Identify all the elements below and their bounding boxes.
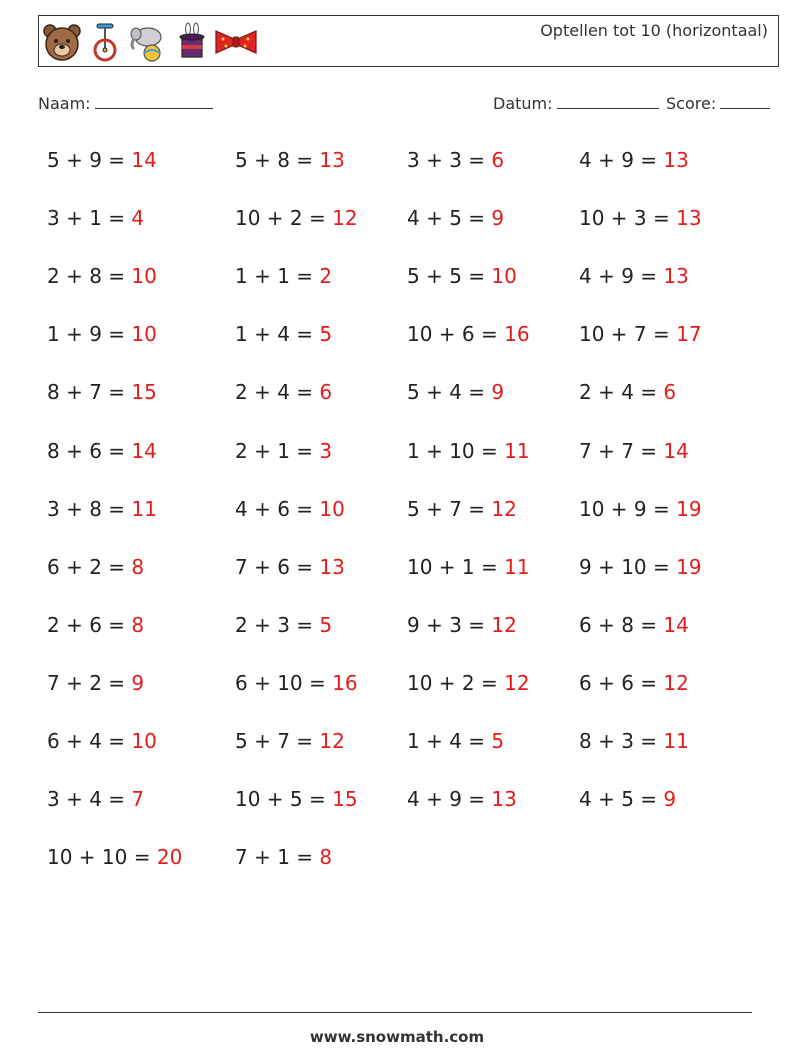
problem-question: 10 + 1 = (407, 554, 505, 579)
problem-answer: 11 (663, 729, 689, 753)
problem-answer: 5 (319, 612, 333, 637)
problem-answer: 20 (156, 845, 183, 870)
problem-answer: 10 (131, 322, 157, 347)
problem-item (579, 613, 689, 637)
problem-item (407, 555, 530, 579)
problem-answer: 8 (131, 554, 145, 579)
problem-item (235, 555, 345, 579)
problem-item (407, 497, 517, 521)
problem-answer: 12 (332, 206, 358, 231)
problem-question: 10 + 10 = (47, 845, 157, 870)
problem-item (579, 497, 702, 521)
problem-item (579, 671, 689, 695)
worksheet-title: Optellen tot 10 (horizontaal) (540, 21, 768, 40)
name-field (38, 92, 213, 113)
problem-item (579, 555, 702, 579)
problem-answer: 13 (319, 148, 345, 172)
problem-question: 2 + 4 = (579, 380, 664, 405)
problem-item (579, 322, 702, 346)
problem-question: 5 + 5 = (407, 264, 492, 289)
problem-question: 3 + 1 = (47, 206, 132, 231)
problem-question: 2 + 6 = (47, 612, 132, 637)
problem-question: 1 + 4 = (407, 729, 492, 753)
problem-item (235, 497, 345, 521)
problem-answer: 13 (676, 206, 702, 231)
problem-question: 4 + 9 = (579, 264, 664, 289)
problem-item (47, 380, 157, 404)
problem-question: 9 + 10 = (579, 554, 677, 579)
problem-question: 5 + 8 = (235, 148, 320, 172)
problem-answer: 11 (504, 554, 530, 579)
problem-item (407, 729, 504, 753)
problem-question: 6 + 8 = (579, 612, 664, 637)
problem-answer: 12 (319, 729, 345, 753)
score-label: Score: (666, 94, 717, 113)
date-field (493, 92, 659, 113)
problem-item (47, 497, 157, 521)
problem-answer: 19 (676, 554, 702, 579)
name-label: Naam: (38, 94, 91, 113)
problem-answer: 9 (491, 380, 505, 405)
problem-question: 4 + 9 = (407, 787, 492, 812)
problem-answer: 13 (663, 264, 689, 289)
problem-answer: 2 (319, 264, 333, 289)
problem-question: 4 + 6 = (235, 496, 320, 521)
problem-item (407, 439, 530, 463)
problem-item (47, 729, 157, 753)
score-blank[interactable] (720, 92, 770, 109)
problem-item (47, 845, 182, 869)
problem-item (579, 729, 689, 753)
problem-question: 5 + 7 = (407, 496, 492, 521)
problem-answer: 5 (491, 729, 505, 753)
problem-question: 10 + 3 = (579, 206, 677, 231)
problem-item (407, 322, 530, 346)
problem-answer: 11 (504, 438, 530, 463)
problem-item (235, 671, 358, 695)
problem-item (579, 264, 689, 288)
problem-answer: 14 (663, 438, 689, 463)
problem-answer: 14 (131, 148, 157, 172)
problem-question: 2 + 8 = (47, 264, 132, 289)
problem-answer: 10 (131, 264, 157, 289)
problem-question: 9 + 3 = (407, 612, 492, 637)
problem-answer: 17 (676, 322, 702, 347)
problem-question: 5 + 7 = (235, 729, 320, 753)
problem-question: 6 + 6 = (579, 670, 664, 695)
problem-question: 5 + 4 = (407, 380, 492, 405)
problem-question: 7 + 6 = (235, 554, 320, 579)
problem-question: 8 + 7 = (47, 380, 132, 405)
problem-answer: 9 (491, 206, 505, 231)
problem-answer: 7 (131, 787, 145, 812)
problem-item (47, 322, 157, 346)
problem-question: 2 + 4 = (235, 380, 320, 405)
problem-answer: 10 (491, 264, 517, 289)
problem-item (235, 380, 332, 404)
problem-question: 8 + 3 = (579, 729, 664, 753)
problem-question: 8 + 6 = (47, 438, 132, 463)
problem-question: 1 + 10 = (407, 438, 505, 463)
problem-item (407, 264, 517, 288)
problem-answer: 4 (131, 206, 145, 231)
problem-item (235, 845, 332, 869)
problem-item (47, 555, 144, 579)
problem-answer: 9 (663, 787, 677, 812)
problem-question: 6 + 4 = (47, 729, 132, 753)
problem-answer: 14 (663, 612, 689, 637)
problem-question: 1 + 4 = (235, 322, 320, 347)
problem-item (47, 148, 157, 172)
problem-answer: 13 (663, 148, 689, 172)
problem-item (235, 787, 358, 811)
problem-answer: 11 (131, 496, 157, 521)
problem-question: 10 + 7 = (579, 322, 677, 347)
problem-item (235, 206, 358, 230)
problem-question: 3 + 8 = (47, 496, 132, 521)
problem-answer: 16 (332, 670, 358, 695)
problem-answer: 12 (491, 612, 517, 637)
problem-question: 6 + 10 = (235, 670, 333, 695)
magic-hat-icon (176, 21, 208, 63)
bear-icon (42, 22, 82, 62)
problem-item (407, 613, 517, 637)
problem-item (47, 439, 157, 463)
problem-question: 1 + 1 = (235, 264, 320, 289)
problem-answer: 16 (504, 322, 530, 347)
problem-answer: 9 (131, 670, 145, 695)
problem-item (579, 380, 676, 404)
problem-item (235, 729, 345, 753)
bow-tie-icon (214, 27, 258, 57)
problem-question: 10 + 9 = (579, 496, 677, 521)
problem-question: 7 + 7 = (579, 438, 664, 463)
problem-item (407, 787, 517, 811)
problem-item (47, 264, 157, 288)
date-label: Datum: (493, 94, 553, 113)
problem-answer: 15 (332, 787, 358, 812)
problem-question: 7 + 1 = (235, 845, 320, 870)
header-icons (42, 20, 258, 64)
problem-question: 3 + 3 = (407, 148, 492, 172)
problem-item (579, 787, 676, 811)
problem-item (235, 322, 332, 346)
date-blank[interactable] (557, 92, 659, 109)
problem-item (407, 671, 530, 695)
problem-answer: 15 (131, 380, 157, 405)
problem-question: 4 + 5 = (579, 787, 664, 812)
problem-item (235, 439, 332, 463)
problem-answer: 5 (319, 322, 333, 347)
problem-item (47, 613, 144, 637)
worksheet-header (38, 15, 779, 67)
name-blank[interactable] (95, 92, 213, 109)
problem-answer: 8 (131, 612, 145, 637)
problem-question: 4 + 5 = (407, 206, 492, 231)
problem-question: 4 + 9 = (579, 148, 664, 172)
problem-question: 2 + 3 = (235, 612, 320, 637)
problem-question: 10 + 5 = (235, 787, 333, 812)
score-field (666, 92, 770, 113)
problem-answer: 10 (131, 729, 157, 753)
problem-answer: 6 (663, 380, 677, 405)
problem-item (579, 206, 702, 230)
problem-question: 10 + 6 = (407, 322, 505, 347)
problem-answer: 13 (319, 554, 345, 579)
problem-question: 5 + 9 = (47, 148, 132, 172)
problem-question: 3 + 4 = (47, 787, 132, 812)
problem-answer: 14 (131, 438, 157, 463)
unicycle-icon (88, 22, 122, 62)
elephant-on-ball-icon (128, 21, 170, 63)
footer-url: www.snowmath.com (309, 1028, 485, 1046)
problem-question: 10 + 2 = (407, 670, 505, 695)
problem-item (235, 264, 332, 288)
problem-answer: 13 (491, 787, 517, 812)
problem-answer: 19 (676, 496, 702, 521)
problem-question: 1 + 9 = (47, 322, 132, 347)
problem-question: 7 + 2 = (47, 670, 132, 695)
problem-item (235, 613, 332, 637)
problem-item (407, 206, 504, 230)
problem-answer: 12 (504, 670, 530, 695)
problem-answer: 8 (319, 845, 333, 870)
problem-question: 6 + 2 = (47, 554, 132, 579)
problem-item (47, 206, 144, 230)
problem-answer: 12 (663, 670, 689, 695)
problem-item (235, 148, 345, 172)
problem-question: 2 + 1 = (235, 438, 320, 463)
footer-divider (38, 1012, 752, 1013)
problem-item (407, 148, 504, 172)
problem-answer: 6 (491, 148, 505, 172)
problem-answer: 3 (319, 438, 333, 463)
problem-item (579, 439, 689, 463)
problem-answer: 6 (319, 380, 333, 405)
problem-item (407, 380, 504, 404)
problem-answer: 12 (491, 496, 517, 521)
problem-item (47, 671, 144, 695)
problem-item (579, 148, 689, 172)
problem-answer: 10 (319, 496, 345, 521)
problem-question: 10 + 2 = (235, 206, 333, 231)
problem-item (47, 787, 144, 811)
